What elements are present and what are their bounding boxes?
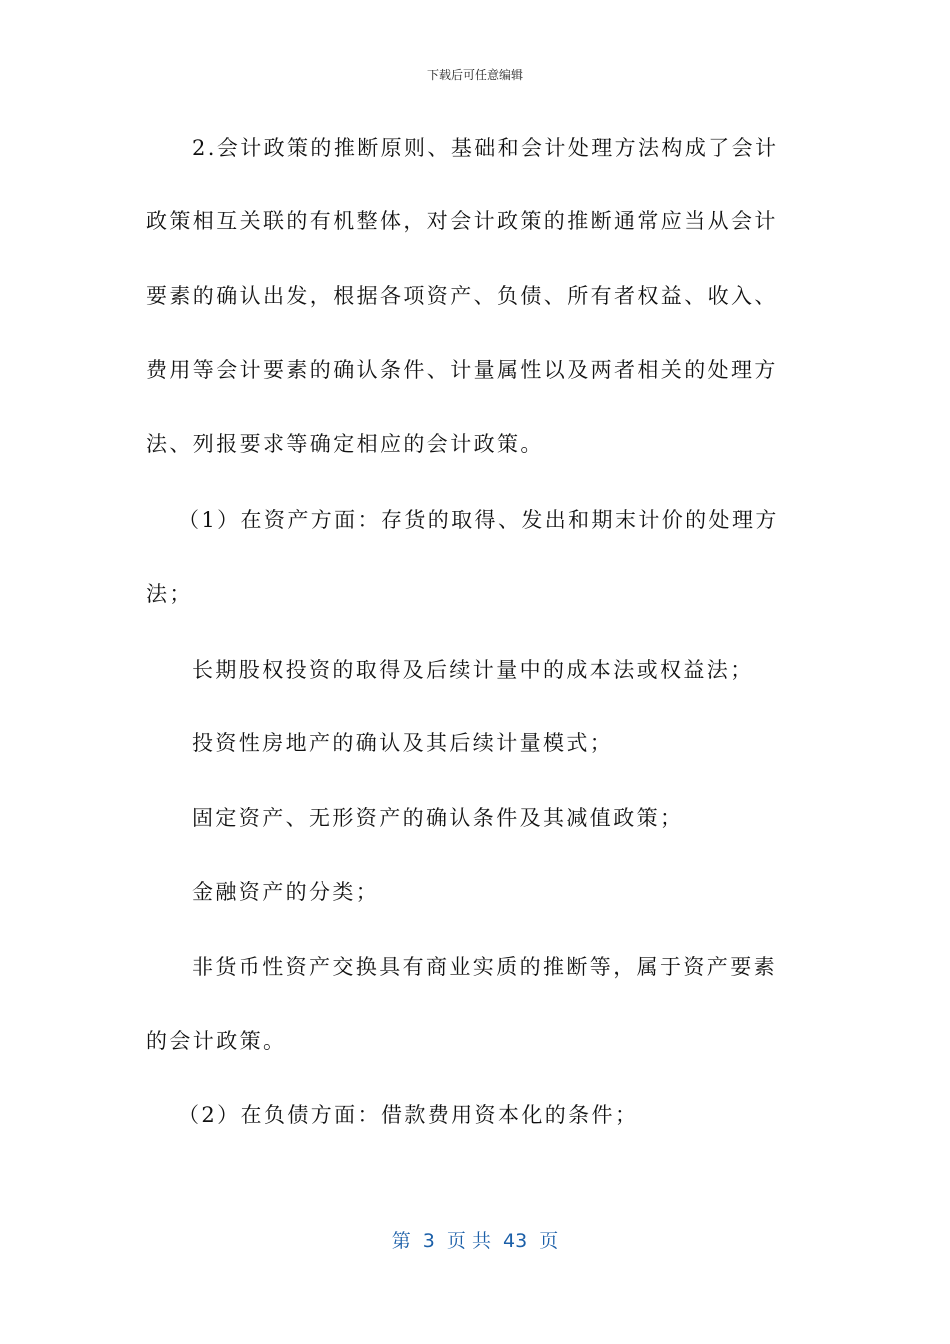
header-note: 下载后可任意编辑	[426, 68, 523, 82]
paragraph-line: （2）在负债方面：借款费用资本化的条件；	[178, 1103, 639, 1127]
page-number: 第 3 页 共 43 页	[391, 1230, 559, 1252]
paragraph-line: （1）在资产方面：存货的取得、发出和期末计价的处理方	[178, 508, 779, 532]
paragraph-line: 2.会计政策的推断原则、基础和会计处理方法构成了会计	[192, 136, 779, 160]
paragraph-line: 政策相互关联的有机整体，对会计政策的推断通常应当从会计	[146, 209, 778, 233]
paragraph-line: 的会计政策。	[146, 1029, 287, 1053]
paragraph-line: 法；	[146, 582, 193, 606]
paragraph-line: 法、列报要求等确定相应的会计政策。	[146, 432, 544, 456]
paragraph-line: 投资性房地产的确认及其后续计量模式；	[192, 731, 614, 755]
paragraph-line: 非货币性资产交换具有商业实质的推断等，属于资产要素	[192, 955, 777, 979]
paragraph-line: 要素的确认出发，根据各项资产、负债、所有者权益、收入、	[146, 284, 778, 308]
paragraph-line: 固定资产、无形资产的确认条件及其减值政策；	[192, 806, 684, 830]
paragraph-line: 长期股权投资的取得及后续计量中的成本法或权益法；	[192, 658, 754, 682]
paragraph-line: 费用等会计要素的确认条件、计量属性以及两者相关的处理方	[146, 358, 778, 382]
paragraph-line: 金融资产的分类；	[192, 880, 380, 904]
